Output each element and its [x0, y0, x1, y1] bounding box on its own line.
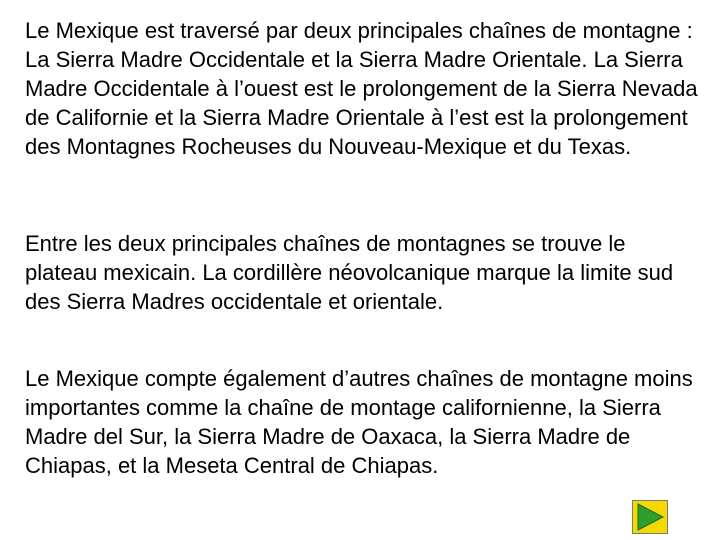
play-arrow-icon	[633, 501, 667, 533]
next-slide-button[interactable]	[632, 500, 668, 534]
paragraph-mexican-plateau: Entre les deux principales chaînes de montagnes se trouve le plateau mexicain. La cordillère néovolcanique marque la limite sud des Sierra Madres occidentale et orientale.	[25, 231, 674, 314]
paragraph-other-ranges: Le Mexique compte également d’autres chaînes de montagne moins importantes comme la chaîne de montage californienne, la Sierra Madre del Sur, la Sierra Madre de Oaxaca, la Sierra Madre de Chiapas, et la Meseta Central de Chiapas.	[25, 366, 693, 478]
paragraph-mountain-ranges: Le Mexique est traversé par deux principales chaînes de montagne : La Sierra Madre Occidentale et la Sierra Madre Orientale. La Sierra Madre Occidentale à l’ouest est le prolongement de la Sierra Nevada de Californie et la Sierra Madre Orientale à l’est est la prolongement des Montagnes Rocheuses du Nouveau-Mexique et du Texas.	[25, 18, 698, 159]
